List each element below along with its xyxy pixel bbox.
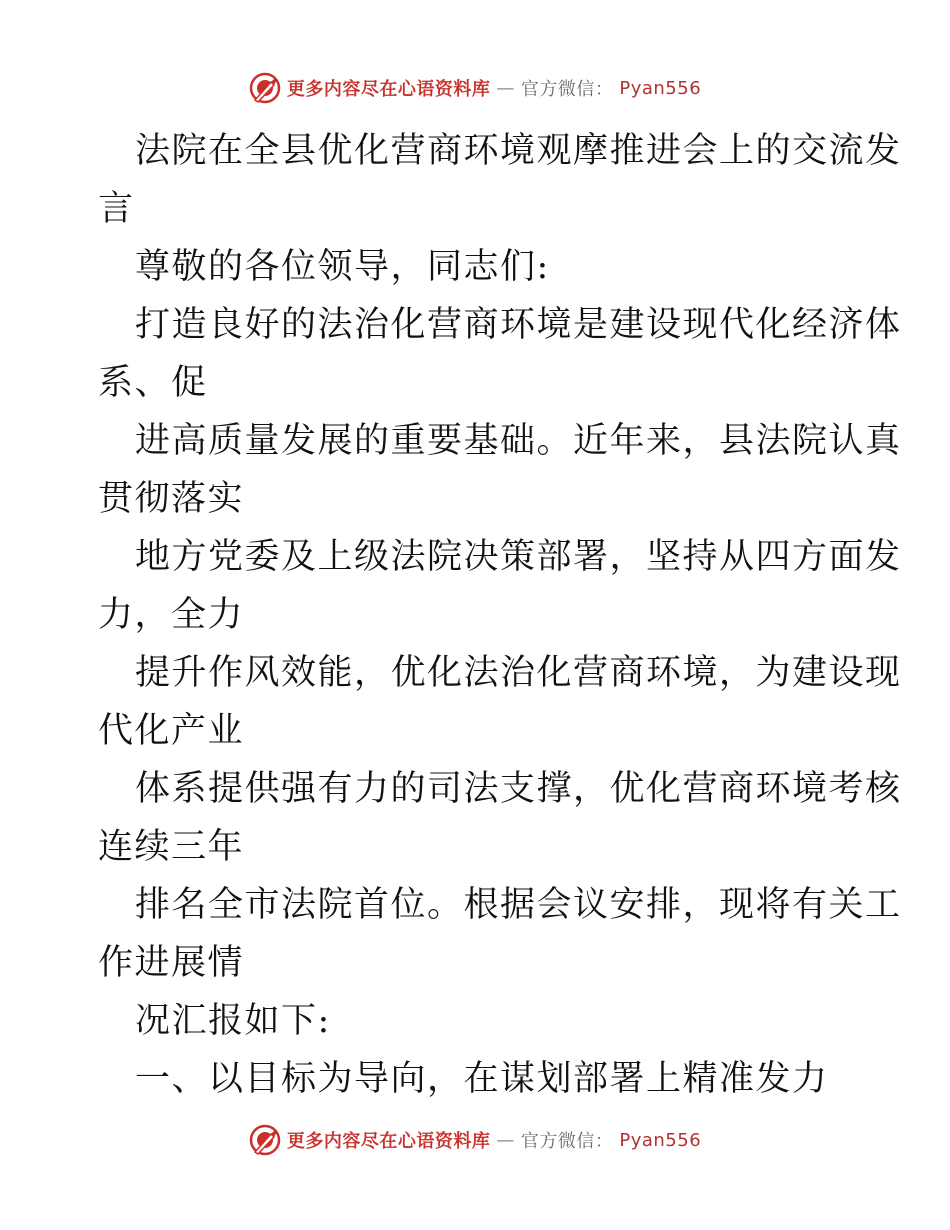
pen-seal-logo-icon [249,72,281,104]
watermark-brand-text: 更多内容尽在心语资料库 [286,1131,491,1152]
header-watermark [0,72,950,104]
watermark-account: Pyan556 [619,77,702,99]
footer-watermark [0,1124,950,1156]
watermark-wechat-label: 官方微信： [520,1131,614,1152]
paragraph-line: 系、促 [98,363,208,403]
paragraph-line: 体系提供强有力的司法支撑，优化营商环境考核 [135,769,902,809]
paragraph-line: 连续三年 [98,827,245,867]
paragraph-line: 代化产业 [98,711,245,751]
paragraph-line: 打造良好的法治化营商环境是建设现代化经济体 [135,305,902,345]
watermark-wechat-label: 官方微信： [520,79,614,100]
paragraph-line: 排名全市法院首位。根据会议安排，现将有关工 [135,885,902,925]
paragraph-line: 提升作风效能，优化法治化营商环境，为建设现 [135,653,902,693]
watermark-account: Pyan556 [619,1129,702,1151]
document-title-line: 言 [98,189,135,229]
section-heading: 一、以目标为导向，在谋划部署上精准发力 [135,1059,829,1099]
watermark-separator: — [496,77,515,99]
pen-seal-logo-icon [249,1124,281,1156]
paragraph-line: 力，全力 [98,595,245,635]
paragraph-line: 况汇报如下: [135,1001,331,1041]
watermark-brand-text: 更多内容尽在心语资料库 [286,79,491,100]
paragraph-line: 贯彻落实 [98,479,245,519]
paragraph-line: 进高质量发展的重要基础。近年来，县法院认真 [135,421,902,461]
paragraph-line: 地方党委及上级法院决策部署，坚持从四方面发 [135,537,902,577]
document-body [98,122,902,1108]
salutation-line: 尊敬的各位领导，同志们: [135,247,550,287]
watermark-separator: — [496,1129,515,1151]
paragraph-line: 作进展情 [98,943,245,983]
document-title-line: 法院在全县优化营商环境观摩推进会上的交流发 [135,131,902,171]
